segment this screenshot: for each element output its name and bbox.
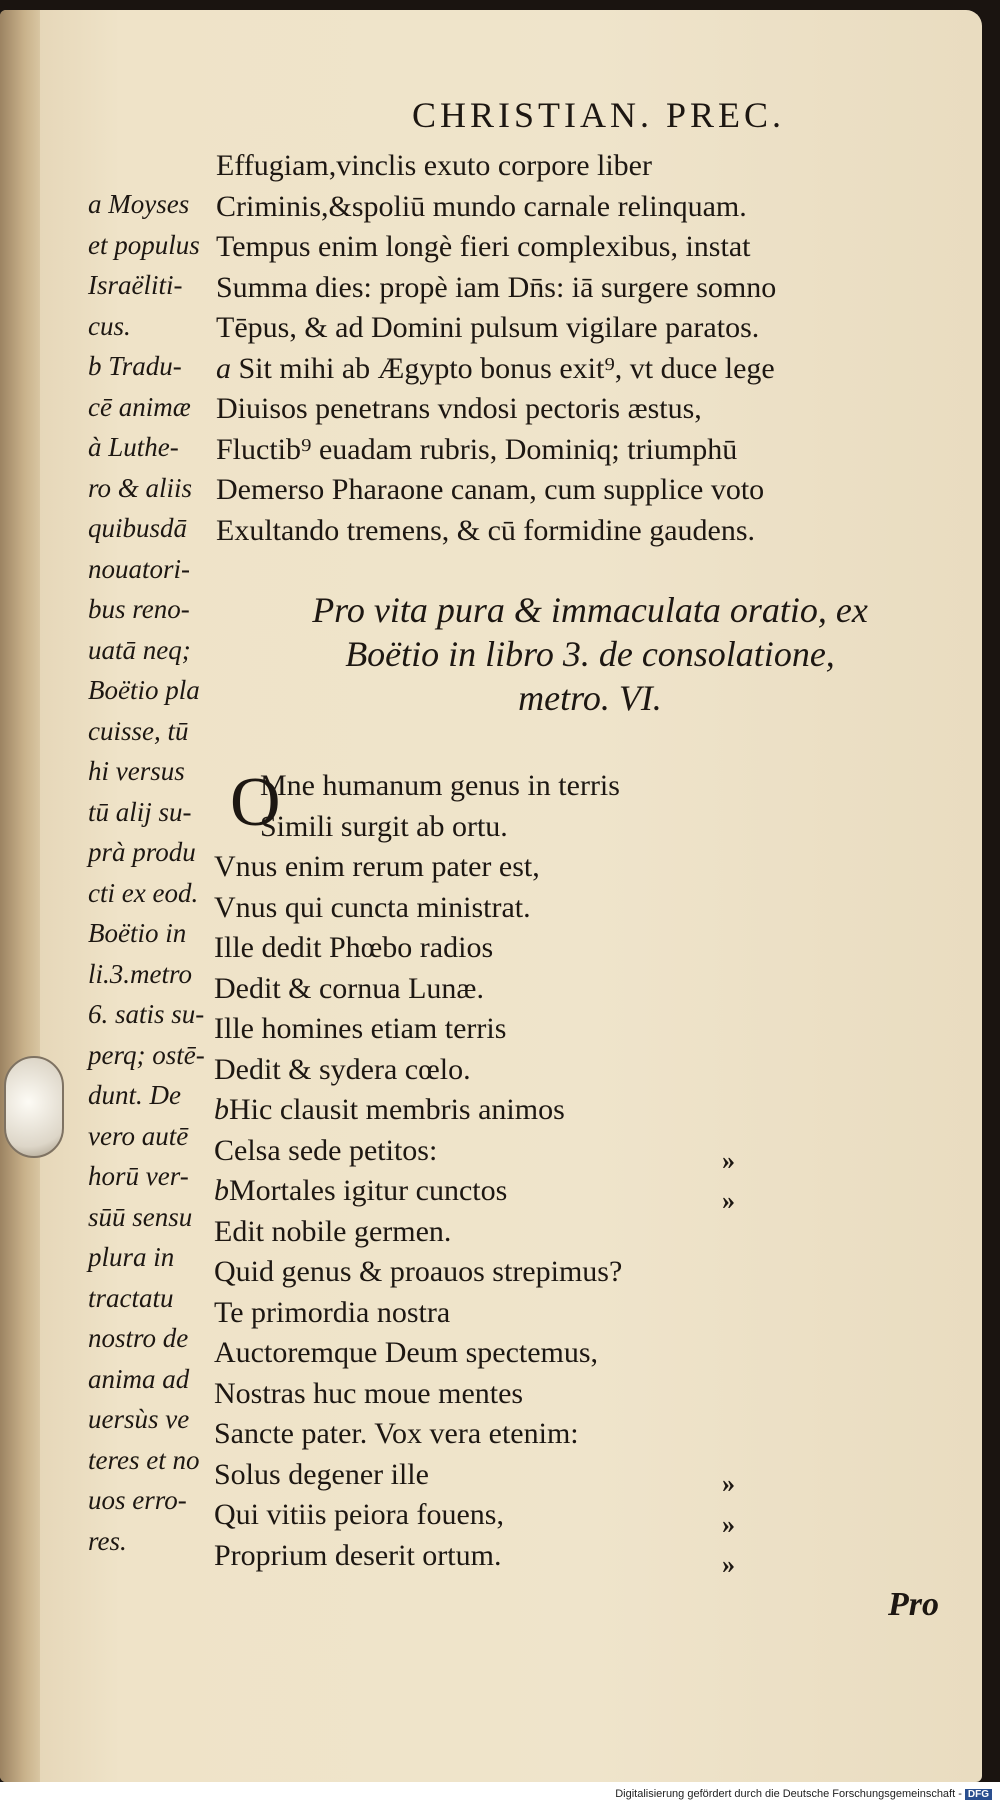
margin-note-line: nouatori- bbox=[88, 553, 191, 584]
poem-line: Dedit & cornua Lunæ. bbox=[214, 971, 484, 1005]
margin-note-line: teres et no bbox=[88, 1444, 200, 1475]
poem-line: Sancte pater. Vox vera etenim: bbox=[214, 1417, 579, 1450]
margin-note-line: Israëliti- bbox=[88, 270, 183, 300]
margin-note-line: li.3.metro bbox=[88, 958, 192, 989]
quote-mark: » bbox=[722, 1510, 735, 1539]
poem-line: Simili surgit ab ortu. bbox=[260, 809, 508, 843]
prose-line: Effugiam,vinclis exuto corpore liber bbox=[216, 149, 652, 182]
title-line: metro. VI. bbox=[518, 678, 662, 718]
prose-line: Exultando tremens, & cū formidine gaudens. bbox=[216, 513, 756, 547]
poem-line: Celsa sede petitos: bbox=[214, 1133, 438, 1167]
section-title bbox=[230, 588, 950, 720]
poem-line: Vnus qui cuncta ministrat. bbox=[214, 890, 531, 924]
margin-note-line: anima ad bbox=[88, 1363, 190, 1394]
prose-line: Sit mihi ab Ægypto bonus exit⁹, vt duce lege bbox=[238, 351, 775, 385]
poem-line: Quid genus & proauos strepimus? bbox=[214, 1255, 623, 1288]
margin-note-line: Boëtio pla bbox=[88, 675, 200, 705]
drop-cap: O bbox=[230, 764, 281, 841]
credit-text: Digitalisierung gefördert durch die Deutsche Forschungsgemeinschaft - bbox=[615, 1788, 962, 1800]
prose-line: Diuisos penetrans vndosi pectoris æstus, bbox=[216, 392, 702, 425]
margin-note-line: dunt. De bbox=[88, 1080, 181, 1110]
margin-note-line: horū ver- bbox=[88, 1161, 189, 1191]
running-header: CHRISTIAN. PREC. bbox=[412, 95, 786, 135]
title-line: Boëtio in libro 3. de consolatione, bbox=[345, 634, 835, 674]
poem-line: Edit nobile germen. bbox=[214, 1214, 452, 1248]
margin-note-line: cuisse, tū bbox=[88, 715, 189, 746]
margin-note-line: hi versus bbox=[88, 756, 185, 786]
prose-line: Tempus enim longè fieri complexibus, instat bbox=[216, 230, 751, 263]
poem-line: Ille dedit Phœbo radios bbox=[214, 931, 494, 964]
poem-line: Mortales igitur cunctos bbox=[229, 1174, 508, 1207]
dfg-logo: DFG bbox=[965, 1789, 992, 1800]
quote-mark: » bbox=[722, 1186, 735, 1215]
poem-line: Qui vitiis peiora fouens, bbox=[214, 1498, 504, 1531]
margin-note-line: plura in bbox=[88, 1242, 175, 1272]
prose-line-with-marker bbox=[216, 349, 956, 390]
poem-line-with-marker bbox=[214, 1090, 814, 1131]
page-gutter bbox=[0, 10, 40, 1782]
margin-note-line: cē animæ bbox=[88, 391, 191, 422]
book-page bbox=[0, 10, 982, 1782]
margin-notes bbox=[88, 184, 238, 1561]
quote-mark: » bbox=[722, 1146, 735, 1175]
note-marker: a bbox=[216, 351, 231, 385]
poem-line: Te primordia nostra bbox=[214, 1295, 451, 1329]
poem-line: Hic clausit membris animos bbox=[229, 1093, 565, 1126]
margin-note-line: à Luthe- bbox=[88, 432, 179, 462]
poem-line: Solus degener ille bbox=[214, 1457, 429, 1491]
quote-mark: » bbox=[722, 1550, 735, 1579]
prose-line: Tēpus, & ad Domini pulsum vigilare paratos. bbox=[216, 311, 760, 344]
poem-line: Mne humanum genus in terris bbox=[260, 769, 620, 802]
margin-note-line: prà produ bbox=[88, 837, 196, 867]
margin-note-line: uos erro- bbox=[88, 1485, 187, 1515]
margin-note-line: tū aliј su- bbox=[88, 796, 192, 827]
margin-note-line: cus. bbox=[88, 310, 131, 341]
note-marker: b bbox=[214, 1174, 229, 1207]
margin-note-line: sūū sensu bbox=[88, 1201, 193, 1232]
margin-note-line: quibusdā bbox=[88, 513, 188, 543]
margin-note-line: cti ex eod. bbox=[88, 877, 199, 908]
prose-block bbox=[216, 146, 956, 551]
note-marker: b bbox=[214, 1093, 229, 1126]
prose-line: Fluctib⁹ euadam rubris, Dominiq; triumphū bbox=[216, 432, 738, 466]
poem-line: Proprium deserit ortum. bbox=[214, 1538, 502, 1572]
margin-note-line: ro & aliis bbox=[88, 472, 193, 503]
prose-line: Demerso Pharaone canam, cum supplice voto bbox=[216, 473, 765, 506]
prose-line: Criminis,&spoliū mundo carnale relinquam. bbox=[216, 189, 747, 223]
poem-line: Nostras huc moue mentes bbox=[214, 1376, 524, 1410]
quote-mark: » bbox=[722, 1469, 735, 1498]
margin-note-line: b Tradu- bbox=[88, 351, 182, 381]
margin-note-line: et populus bbox=[88, 229, 200, 260]
title-line: Pro vita pura & immaculata oratio, ex bbox=[312, 590, 868, 630]
page-clip bbox=[4, 1056, 64, 1158]
margin-note-line: a Moyses bbox=[88, 189, 190, 219]
margin-note-line: vero autē bbox=[88, 1120, 189, 1151]
poem-line: Vnus enim rerum pater est, bbox=[214, 850, 540, 883]
margin-note-line: tractatu bbox=[88, 1282, 174, 1313]
prose-line: Summa dies: propè iam Dn̄s: iā surgere somno bbox=[216, 270, 777, 304]
margin-note-line: bus reno- bbox=[88, 594, 190, 624]
margin-note-line: perq; ostē- bbox=[88, 1039, 205, 1070]
digitization-credit bbox=[615, 1788, 992, 1800]
margin-note-line: Boëtio in bbox=[88, 918, 187, 948]
catchword: Pro bbox=[888, 1586, 939, 1623]
margin-note-line: 6. satis su- bbox=[88, 999, 205, 1029]
margin-note-line: uatā neq; bbox=[88, 634, 191, 665]
poem-line: Auctoremque Deum spectemus, bbox=[214, 1336, 599, 1369]
margin-note-line: uersùs ve bbox=[88, 1404, 190, 1434]
poem-line: Ille homines etiam terris bbox=[214, 1012, 507, 1045]
poem-line: Dedit & sydera cœlo. bbox=[214, 1052, 471, 1086]
margin-note-line: res. bbox=[88, 1525, 127, 1556]
margin-note-line: nostro de bbox=[88, 1323, 189, 1353]
